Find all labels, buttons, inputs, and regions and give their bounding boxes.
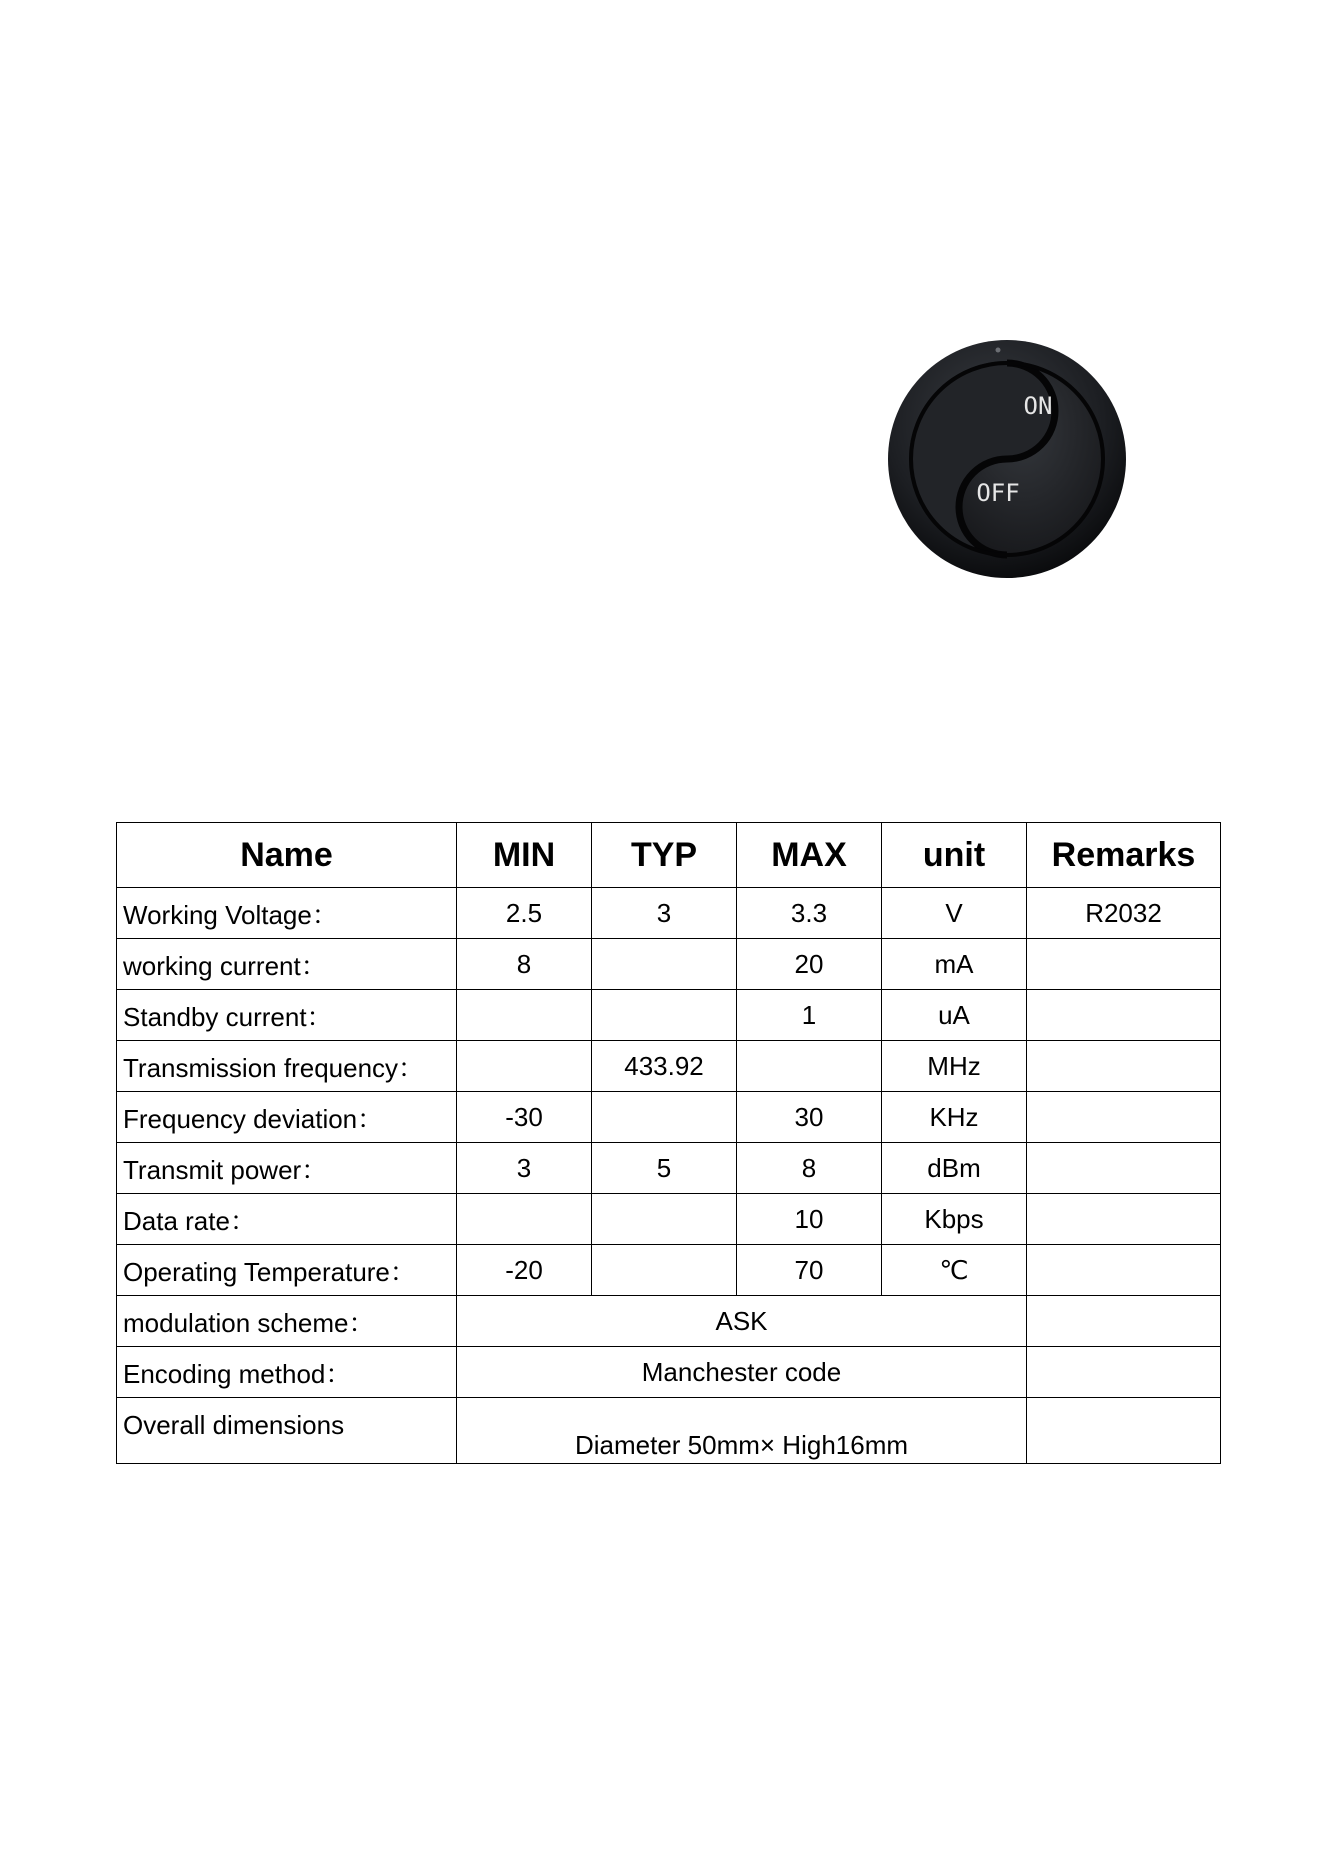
row-max: 3.3 [737, 888, 882, 939]
row-name: Standby current： [117, 990, 457, 1041]
row-min [457, 990, 592, 1041]
row-min: 2.5 [457, 888, 592, 939]
row-unit: Kbps [882, 1194, 1027, 1245]
table-row [117, 888, 1221, 939]
table-header-row [117, 823, 1221, 888]
row-typ [592, 1092, 737, 1143]
row-name: working current： [117, 939, 457, 990]
row-max: 1 [737, 990, 882, 1041]
remote-button-image [886, 338, 1128, 580]
row-name: Frequency deviation： [117, 1092, 457, 1143]
row-remarks [1027, 1296, 1221, 1347]
table-row-merged [117, 1398, 1221, 1464]
row-typ [592, 990, 737, 1041]
row-unit: uA [882, 990, 1027, 1041]
row-typ: 5 [592, 1143, 737, 1194]
row-typ: 3 [592, 888, 737, 939]
header-remarks: Remarks [1027, 823, 1221, 888]
row-min: 8 [457, 939, 592, 990]
row-max: 20 [737, 939, 882, 990]
row-merged-value: ASK [457, 1296, 1027, 1347]
header-min: MIN [457, 823, 592, 888]
row-merged-value: Manchester code [457, 1347, 1027, 1398]
table-row-merged [117, 1347, 1221, 1398]
row-name: Encoding method： [117, 1347, 457, 1398]
row-unit: mA [882, 939, 1027, 990]
header-name: Name [117, 823, 457, 888]
header-unit: unit [882, 823, 1027, 888]
row-remarks [1027, 939, 1221, 990]
row-min: -30 [457, 1092, 592, 1143]
table-row [117, 1092, 1221, 1143]
product-photo [886, 338, 1128, 580]
row-max: 10 [737, 1194, 882, 1245]
row-remarks [1027, 1194, 1221, 1245]
row-remarks [1027, 1347, 1221, 1398]
row-merged-value: Diameter 50mm× High16mm [457, 1398, 1027, 1464]
spec-table [116, 822, 1221, 1464]
row-remarks [1027, 990, 1221, 1041]
row-name: Working Voltage： [117, 888, 457, 939]
row-name: Transmit power： [117, 1143, 457, 1194]
row-typ [592, 939, 737, 990]
table-row [117, 1041, 1221, 1092]
table-row [117, 1245, 1221, 1296]
row-remarks: R2032 [1027, 888, 1221, 939]
table-row-merged [117, 1296, 1221, 1347]
row-min [457, 1041, 592, 1092]
row-min: 3 [457, 1143, 592, 1194]
table-row [117, 1194, 1221, 1245]
row-remarks [1027, 1398, 1221, 1464]
row-typ [592, 1245, 737, 1296]
row-remarks [1027, 1041, 1221, 1092]
row-name: Data rate： [117, 1194, 457, 1245]
header-max: MAX [737, 823, 882, 888]
row-max: 8 [737, 1143, 882, 1194]
row-max: 30 [737, 1092, 882, 1143]
row-min: -20 [457, 1245, 592, 1296]
row-name: Overall dimensions [117, 1398, 457, 1464]
row-remarks [1027, 1143, 1221, 1194]
row-unit: dBm [882, 1143, 1027, 1194]
row-unit: V [882, 888, 1027, 939]
header-typ: TYP [592, 823, 737, 888]
table-row [117, 990, 1221, 1041]
row-typ: 433.92 [592, 1041, 737, 1092]
row-unit: ℃ [882, 1245, 1027, 1296]
on-label: ON [1023, 392, 1053, 420]
row-name: Transmission frequency： [117, 1041, 457, 1092]
row-max: 70 [737, 1245, 882, 1296]
row-typ [592, 1194, 737, 1245]
table-row [117, 939, 1221, 990]
row-remarks [1027, 1092, 1221, 1143]
row-name: Operating Temperature： [117, 1245, 457, 1296]
off-label: OFF [976, 479, 1020, 507]
row-max [737, 1041, 882, 1092]
led-dot [996, 348, 1001, 353]
row-name: modulation scheme： [117, 1296, 457, 1347]
row-remarks [1027, 1245, 1221, 1296]
row-unit: KHz [882, 1092, 1027, 1143]
table-row [117, 1143, 1221, 1194]
row-min [457, 1194, 592, 1245]
row-unit: MHz [882, 1041, 1027, 1092]
